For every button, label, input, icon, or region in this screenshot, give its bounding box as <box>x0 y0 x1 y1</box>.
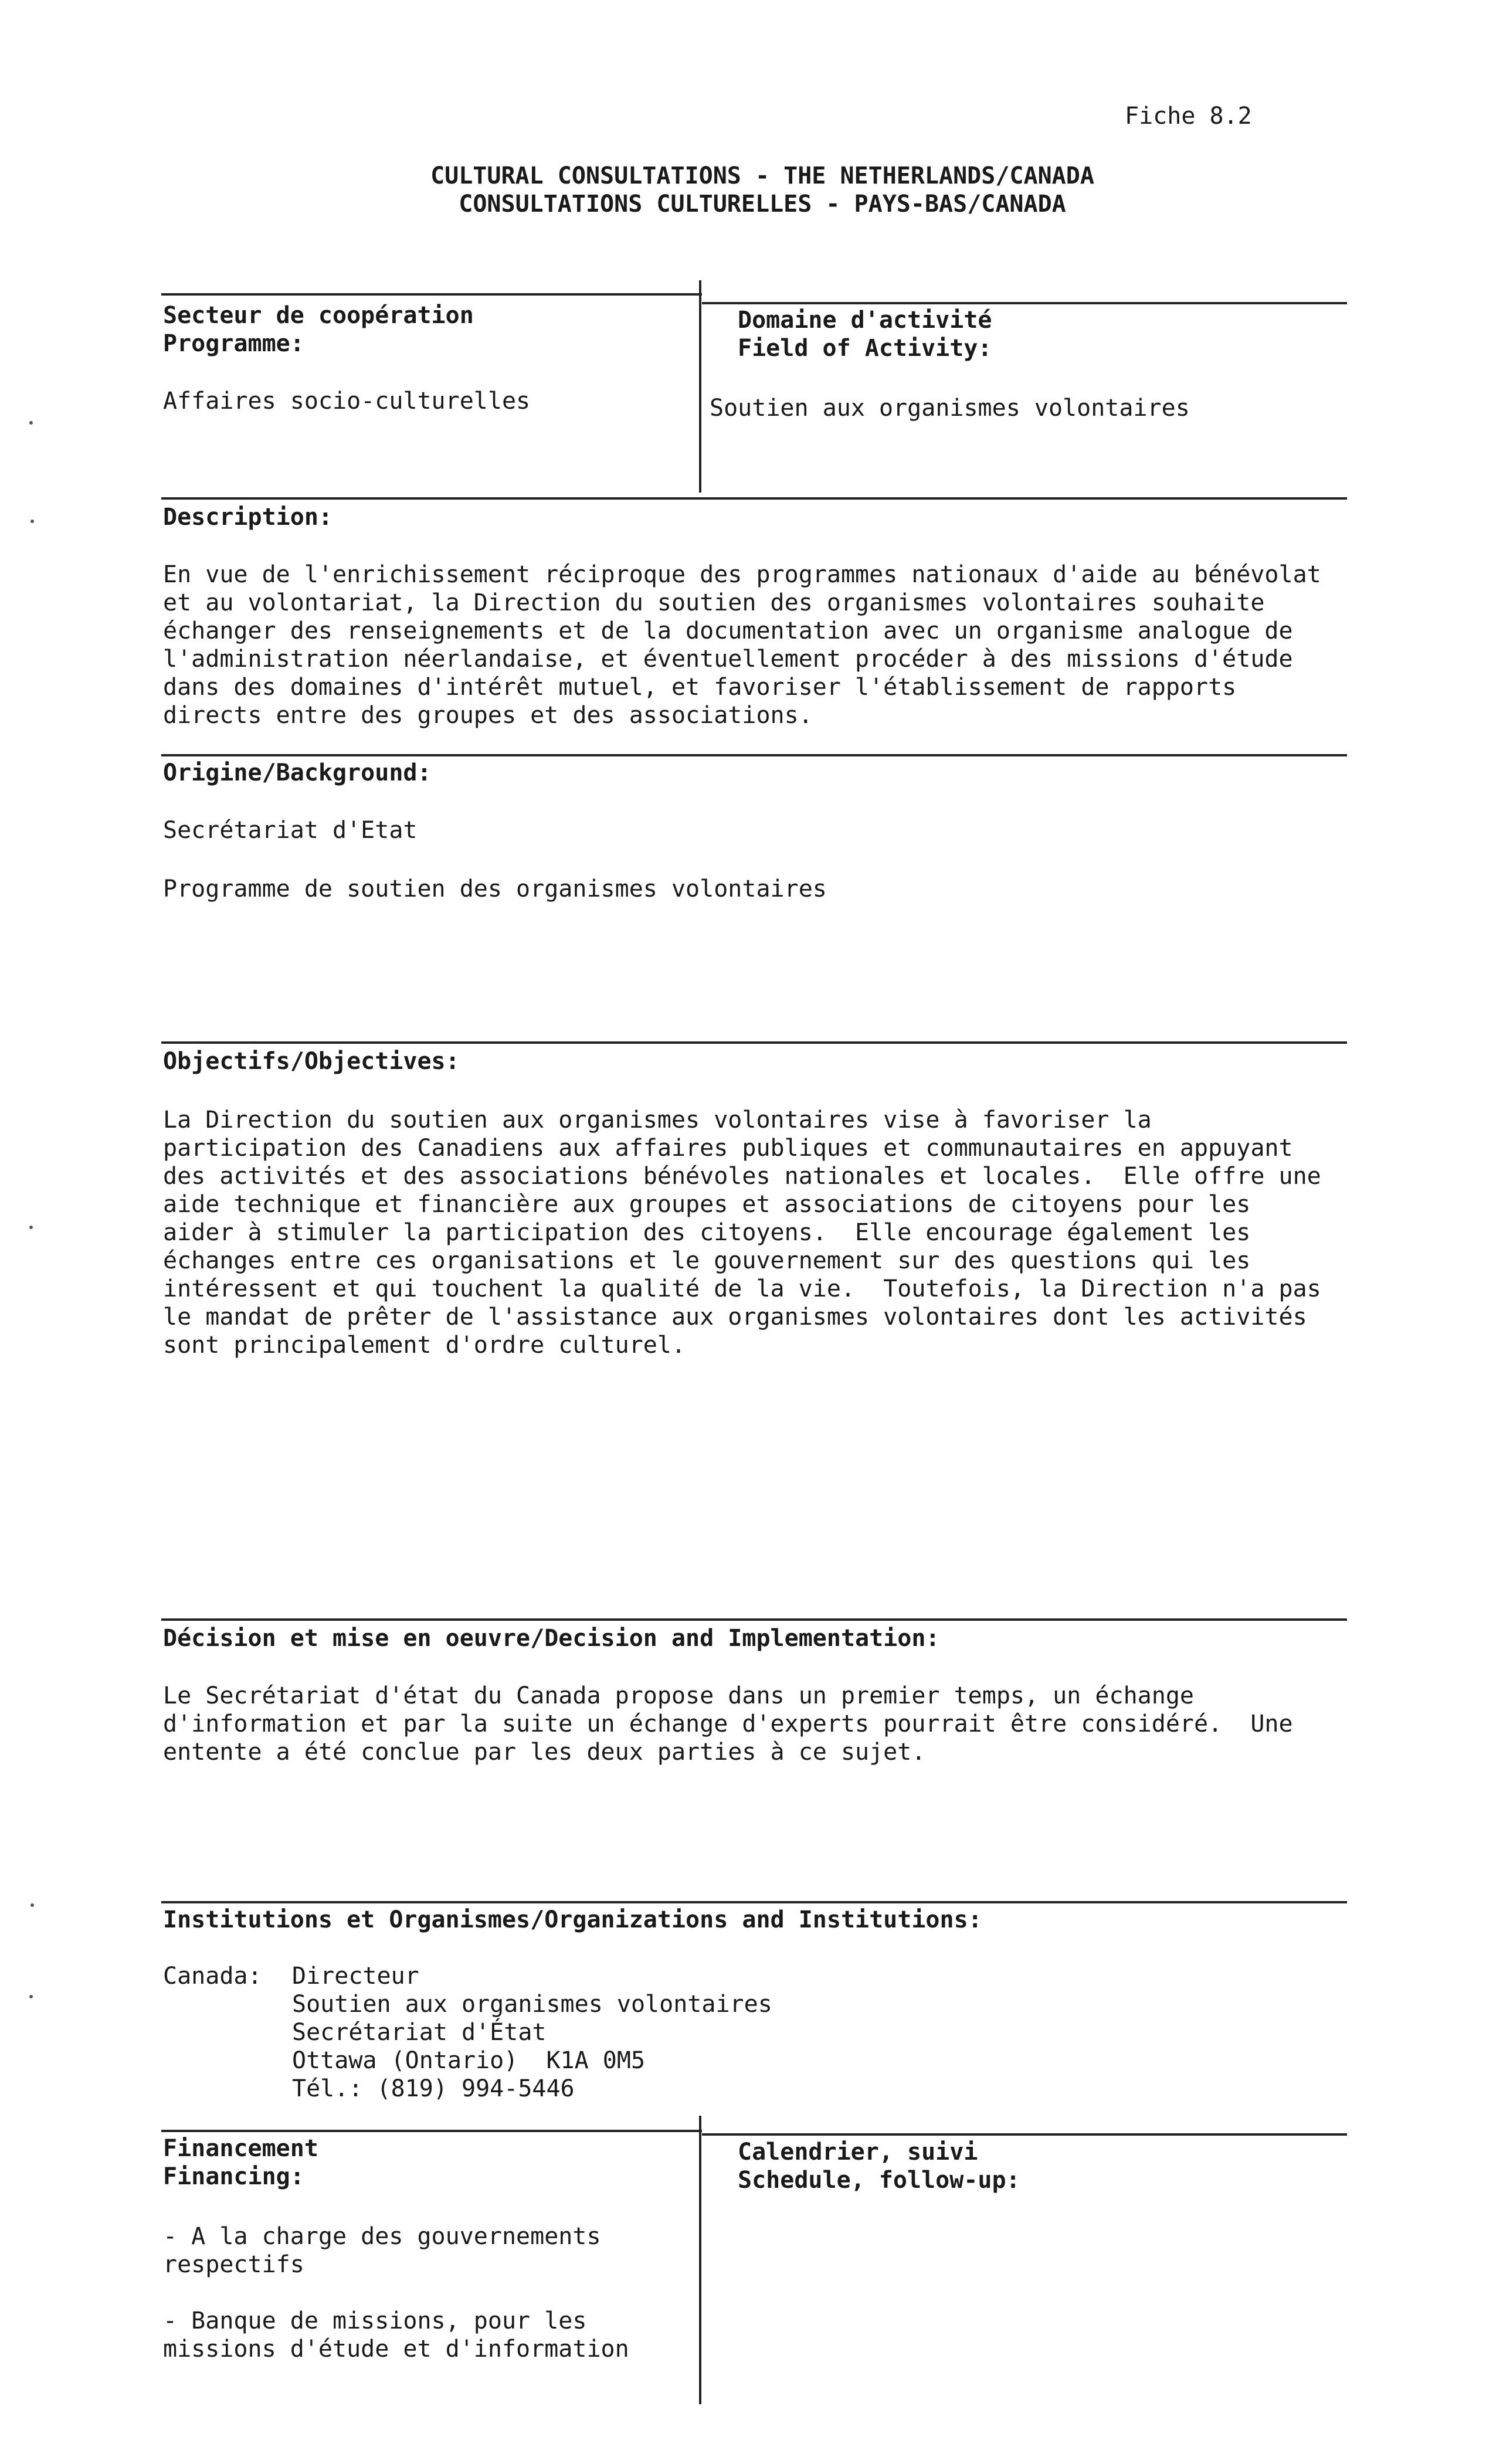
address-line: Secrétariat d'État <box>292 2019 547 2046</box>
calendrier-label: Calendrier, suivi <box>738 2139 978 2166</box>
divider-financement-calendrier <box>699 2116 701 2404</box>
objectifs-line: La Direction du soutien aux organismes volontaires vise à favoriser la <box>163 1107 1152 1133</box>
rule-decision <box>161 1618 1347 1621</box>
description-line: directs entre des groupes et des associations. <box>163 702 813 729</box>
title-english: CULTURAL CONSULTATIONS - THE NETHERLANDS/CANADA <box>430 162 1094 189</box>
programme-label: Programme: <box>163 330 304 357</box>
description-text <box>163 561 1321 729</box>
institutions-address <box>292 1962 772 2103</box>
origine-line-1: Secrétariat d'Etat <box>163 817 418 844</box>
financement-item: - Banque de missions, pour les missions d'étude et d'information <box>163 2307 629 2363</box>
description-line: dans des domaines d'intérêt mutuel, et favoriser l'établissement de rapports <box>163 674 1237 701</box>
origine-label: Origine/Background: <box>163 759 432 786</box>
decision-line: d'information et par la suite un échange d'experts pourrait être considéré. Une <box>163 1710 1293 1737</box>
rule-origine <box>161 754 1347 756</box>
objectifs-line: échanges entre ces organisations et le gouvernement sur des questions qui les <box>163 1247 1251 1274</box>
description-label: Description: <box>163 504 333 531</box>
address-line: Soutien aux organismes volontaires <box>292 1991 772 2018</box>
financement-item: - A la charge des gouvernements respectifs <box>163 2223 601 2278</box>
description-line: et au volontariat, la Direction du soutien des organismes volontaires souhaite <box>163 589 1265 616</box>
financement-label: Financement <box>163 2135 318 2162</box>
scan-speck <box>29 1995 33 1998</box>
decision-line: Le Secrétariat d'état du Canada propose dans un premier temps, un échange <box>163 1682 1194 1709</box>
description-line: échanger des renseignements et de la documentation avec un organisme analogue de <box>163 617 1293 644</box>
description-line: En vue de l'enrichissement réciproque des programmes nationaux d'aide au bénévolat <box>163 561 1321 588</box>
institutions-label: Institutions et Organismes/Organizations and Institutions: <box>163 1906 982 1933</box>
rule-institutions <box>161 1901 1347 1903</box>
rule-description <box>161 497 1347 500</box>
objectifs-label: Objectifs/Objectives: <box>163 1048 460 1075</box>
scan-speck <box>30 520 34 523</box>
origine-line-2: Programme de soutien des organismes volontaires <box>163 875 827 902</box>
objectifs-line: intéressent et qui touchent la qualité de la vie. Toutefois, la Direction n'a pas <box>163 1275 1321 1302</box>
institutions-country: Canada: <box>163 1963 262 1990</box>
decision-line: entente a été conclue par les deux parties à ce sujet. <box>163 1739 926 1766</box>
secteur-value: Affaires socio-culturelles <box>163 388 531 415</box>
objectifs-line: aider à stimuler la participation des citoyens. Elle encourage également les <box>163 1219 1251 1246</box>
objectifs-line: le mandat de prêter de l'assistance aux organismes volontaires dont les activités <box>163 1304 1307 1331</box>
domaine-label: Domaine d'activité <box>738 307 992 334</box>
schedule-label: Schedule, follow-up: <box>738 2167 1020 2194</box>
rule-objectifs <box>161 1041 1347 1044</box>
title-french: CONSULTATIONS CULTURELLES - PAYS-BAS/CANADA <box>459 191 1066 218</box>
rule-domaine-top <box>702 302 1347 304</box>
objectifs-line: aide technique et financière aux groupes et associations de citoyens pour les <box>163 1191 1251 1218</box>
scan-speck <box>30 1903 34 1907</box>
objectifs-text <box>163 1106 1321 1359</box>
objectifs-line: des activités et des associations bénévoles nationales et locales. Elle offre une <box>163 1163 1321 1190</box>
divider-secteur-domaine <box>699 280 701 493</box>
field-of-activity-label: Field of Activity: <box>738 335 992 362</box>
objectifs-line: participation des Canadiens aux affaires publiques et communautaires en appuyant <box>163 1135 1293 1162</box>
objectifs-line: sont principalement d'ordre culturel. <box>163 1332 686 1359</box>
decision-label: Décision et mise en oeuvre/Decision and Implementation: <box>163 1625 940 1652</box>
scan-speck <box>29 421 33 425</box>
address-line: Directeur <box>292 1963 419 1990</box>
scan-speck <box>29 1226 33 1229</box>
financing-label: Financing: <box>163 2163 304 2190</box>
domaine-value: Soutien aux organismes volontaires <box>710 395 1190 422</box>
fiche-number: Fiche 8.2 <box>1125 103 1252 130</box>
address-line: Ottawa (Ontario) K1A 0M5 <box>292 2047 646 2074</box>
rule-financement-top <box>161 2130 702 2132</box>
decision-text <box>163 1682 1293 1766</box>
secteur-label: Secteur de coopération <box>163 302 474 329</box>
description-line: l'administration néerlandaise, et éventuellement procéder à des missions d'étude <box>163 646 1293 673</box>
address-line: Tél.: (819) 994-5446 <box>292 2075 575 2102</box>
rule-secteur-top <box>161 293 702 296</box>
rule-calendrier-top <box>702 2133 1347 2136</box>
